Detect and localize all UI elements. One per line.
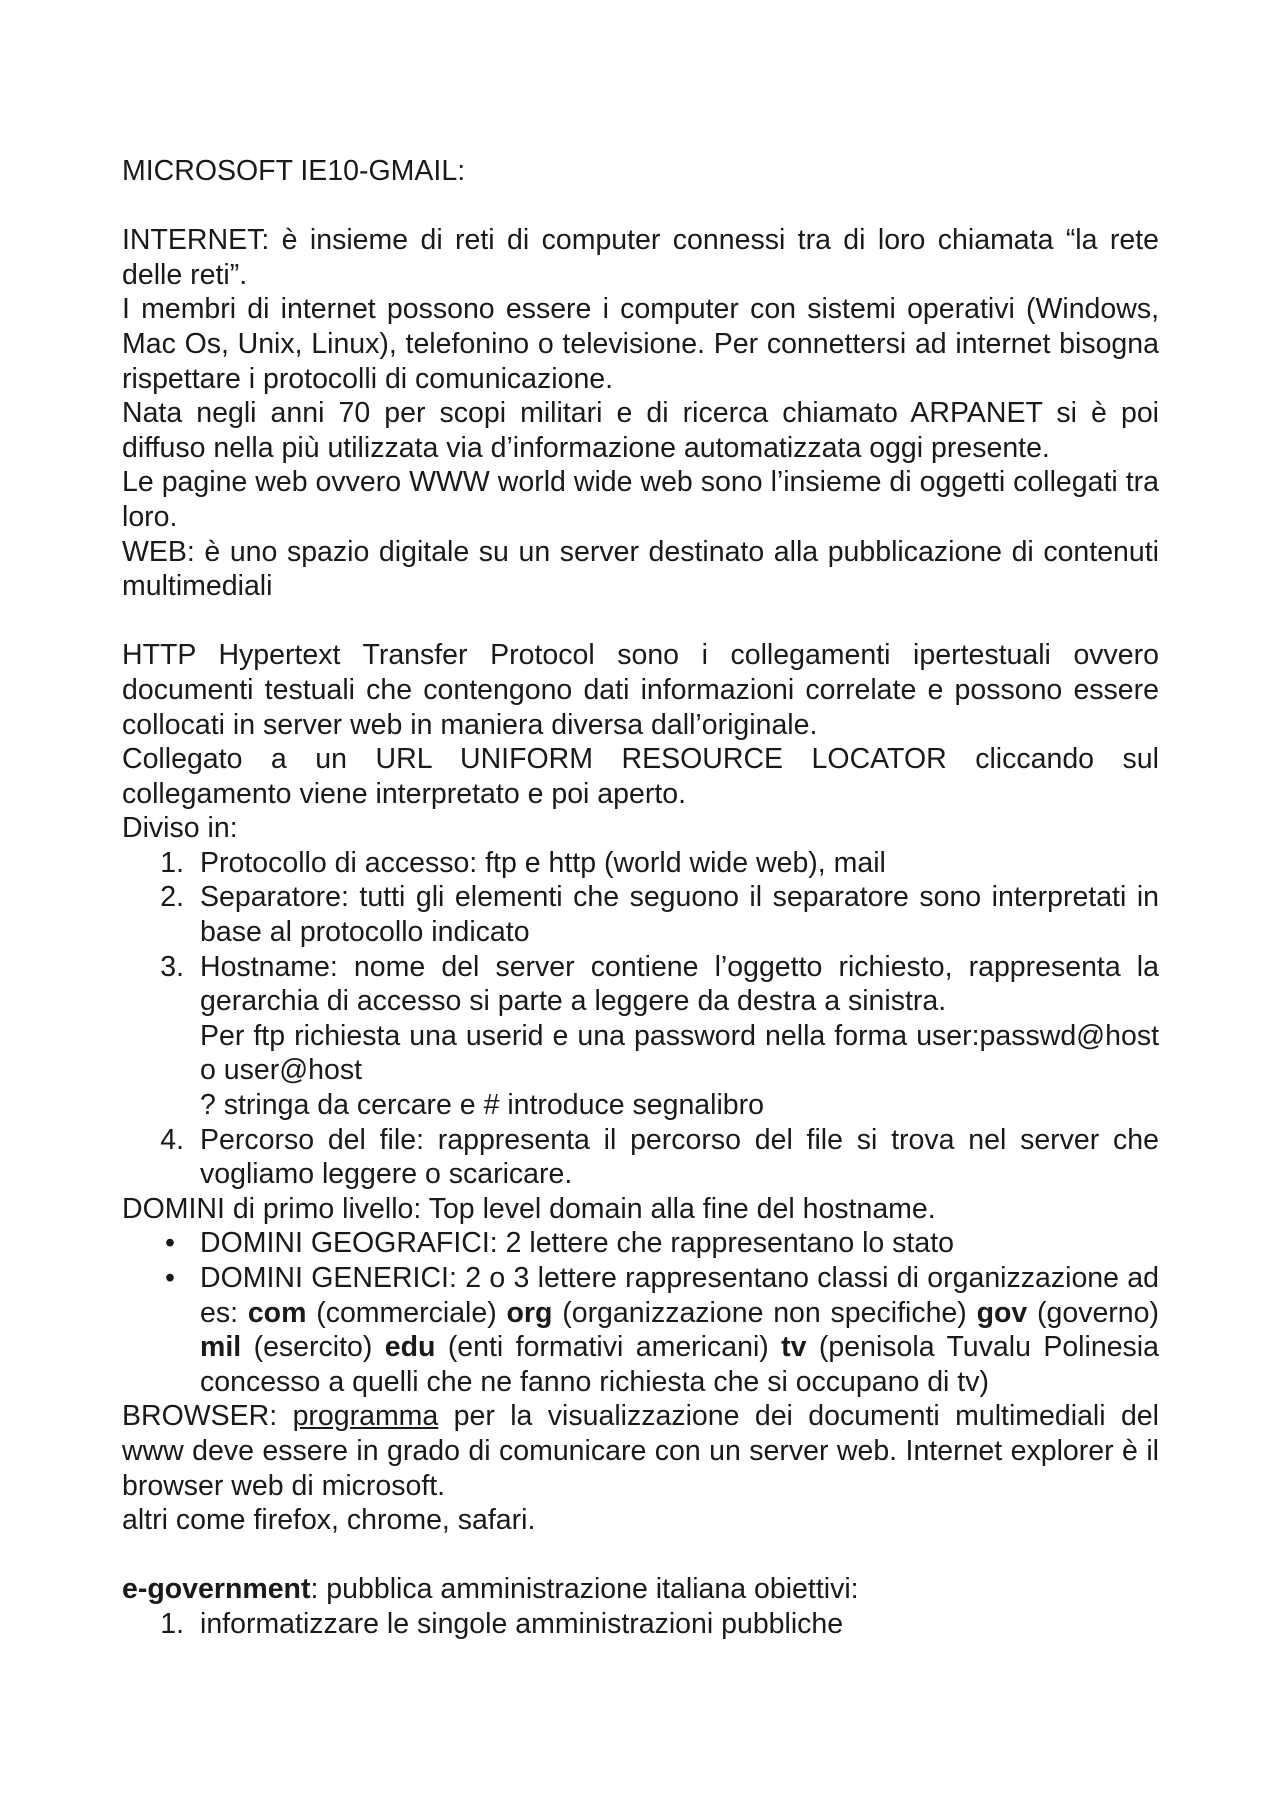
list-item-extra: Per ftp richiesta una userid e una password nella forma user:passwd@host o user@host xyxy=(200,1019,1159,1087)
browser-prefix: BROWSER: xyxy=(122,1400,293,1433)
list-item xyxy=(122,1261,1159,1399)
internet-paragraph-1: INTERNET: è insieme di reti di computer connessi tra di loro chiamata “la rete delle reti”. xyxy=(122,224,1159,291)
internet-paragraph-3: Nata negli anni 70 per scopi militari e di ricerca chiamato ARPANET si è poi diffuso nella più utilizzata via d’informazione automatizzata oggi presente. xyxy=(122,397,1159,464)
http-paragraph-3: Diviso in: xyxy=(122,812,238,845)
domain-desc: (commerciale) xyxy=(306,1296,507,1329)
list-number: 1. xyxy=(160,1607,184,1640)
egov-rest: : pubblica amministrazione italiana obiettivi: xyxy=(310,1573,859,1606)
programma-link[interactable]: programma xyxy=(292,1400,439,1433)
domini-list xyxy=(122,1226,1159,1399)
browser-paragraph xyxy=(122,1399,1159,1503)
domain-desc: (enti formativi americani) xyxy=(435,1331,782,1364)
spacer xyxy=(122,604,1159,639)
egov-paragraph xyxy=(122,1572,1159,1607)
http-paragraph-2: Collegato a un URL UNIFORM RESOURCE LOCATOR cliccando sul collegamento viene interpretato e poi aperto. xyxy=(122,743,1159,810)
domain-code: org xyxy=(506,1296,553,1329)
domain-desc: (esercito) xyxy=(241,1331,385,1364)
spacer xyxy=(122,1538,1159,1573)
list-item-text: Protocollo di accesso: ftp e http (world wide web), mail xyxy=(200,846,886,879)
list-item xyxy=(122,1226,1159,1261)
list-number: 2. xyxy=(160,881,184,914)
egov-term: e-government xyxy=(122,1573,311,1606)
list-number: 1. xyxy=(160,846,184,879)
browser-paragraph-2: altri come firefox, chrome, safari. xyxy=(122,1504,536,1537)
bullet-icon: • xyxy=(165,1262,175,1294)
domain-code: com xyxy=(247,1296,307,1329)
egov-list xyxy=(122,1607,1159,1642)
domini-intro: DOMINI di primo livello: Top level domain alla fine del hostname. xyxy=(122,1192,936,1225)
list-item xyxy=(122,950,1159,1123)
list-item-text: Separatore: tutti gli elementi che seguono il separatore sono interpretati in base al protocollo indicato xyxy=(200,881,1159,949)
url-parts-list xyxy=(122,846,1159,1192)
domain-code: mil xyxy=(200,1331,242,1364)
list-item xyxy=(122,1607,1159,1642)
list-item xyxy=(122,880,1159,949)
list-item-extra: ? stringa da cercare e # introduce segnalibro xyxy=(200,1089,765,1122)
list-item xyxy=(122,1123,1159,1192)
internet-paragraph-2: I membri di internet possono essere i computer con sistemi operativi (Windows, Mac Os, Unix, Linux), telefonino o televisione. Per connettersi ad internet bisogna rispettare i protocolli di comunicazione. xyxy=(122,293,1159,395)
domini-generici xyxy=(200,1261,1159,1399)
domain-code: gov xyxy=(976,1296,1028,1329)
domini-generici-prefix: DOMINI GENERICI: 2 o 3 lettere rappresentano classi di organizzazione ad es: xyxy=(200,1262,1159,1329)
browser-rest: per la visualizzazione dei documenti multimediali del www deve essere in grado di comunicare con un server web. Internet explorer è il browser web di microsoft. xyxy=(122,1400,1159,1502)
list-item xyxy=(122,846,1159,881)
list-item-text: Hostname: nome del server contiene l’oggetto richiesto, rappresenta la gerarchia di accesso si parte a leggere da destra a sinistra. xyxy=(200,950,1159,1018)
web-paragraph: WEB: è uno spazio digitale su un server destinato alla pubblicazione di contenuti multimediali xyxy=(122,535,1159,603)
domain-desc: (organizzazione non specifiche) xyxy=(552,1296,977,1329)
domini-geografici: DOMINI GEOGRAFICI: 2 lettere che rappresentano lo stato xyxy=(200,1227,954,1260)
list-number: 4. xyxy=(160,1123,184,1156)
list-item-text: informatizzare le singole amministrazioni pubbliche xyxy=(200,1607,844,1640)
domain-desc: (penisola Tuvalu Polinesia concesso a quelli che ne fanno richiesta che si occupano di tv) xyxy=(200,1331,1159,1398)
bullet-icon: • xyxy=(165,1227,175,1260)
document-title: MICROSOFT IE10-GMAIL: xyxy=(122,155,466,187)
domain-code: edu xyxy=(384,1331,436,1364)
internet-paragraph-4: Le pagine web ovvero WWW world wide web sono l’insieme di oggetti collegati tra loro. xyxy=(122,466,1159,533)
spacer xyxy=(122,189,1159,224)
list-number: 3. xyxy=(160,950,184,983)
http-paragraph-1: HTTP Hypertext Transfer Protocol sono i collegamenti ipertestuali ovvero documenti testuali che contengono dati informazioni correlate e possono essere collocati in server web in maniera diversa dall’originale. xyxy=(122,639,1159,741)
domain-desc: (governo) xyxy=(1027,1296,1159,1329)
domain-code: tv xyxy=(781,1331,807,1364)
list-item-text: Percorso del file: rappresenta il percorso del file si trova nel server che vogliamo leggere o scaricare. xyxy=(200,1123,1159,1191)
